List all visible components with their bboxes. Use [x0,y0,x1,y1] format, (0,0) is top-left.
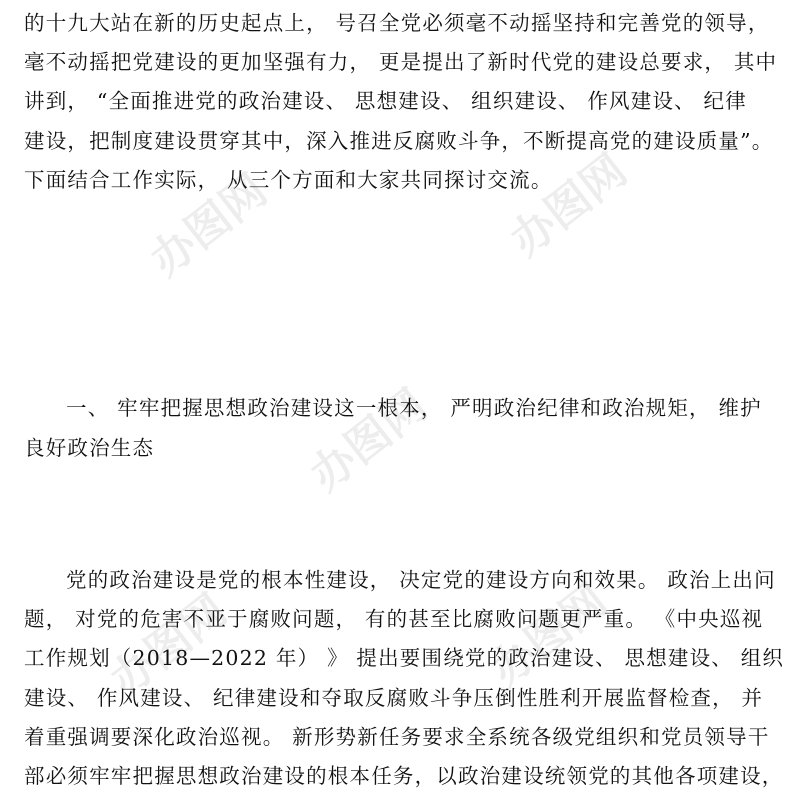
paragraph-1-line-5: 下面结合工作实际， 从三个方面和大家共同探讨交流。 [24,168,553,192]
paragraph-2-line-2: 题， 对党的危害不亚于腐败问题， 有的甚至比腐败问题更严重。 《中央巡视 [24,607,764,631]
paragraph-1-line-2: 毫不动摇把党建设的更加坚强有力， 更是提出了新时代党的建设总要求， 其中 [24,50,778,74]
watermark: 办图网 [301,379,437,502]
paragraph-2-line-1: 党的政治建设是党的根本性建设， 决定党的建设方向和效果。 政治上出问 [66,568,776,592]
paragraph-1-line-4: 建设，把制度建设贯穿其中，深入推进反腐败斗争，不断提高党的建设质量”。 [24,129,774,153]
section-heading-line-2: 良好政治生态 [24,436,155,460]
section-heading-line-1: 一、 牢牢把握思想政治建设这一根本， 严明政治纪律和政治规矩， 维护 [66,396,762,420]
paragraph-2-line-6: 部必须牢牢把握思想政治建设的根本任务，以政治建设统领党的其他各项建设， [24,764,784,788]
watermark: 办图网 [481,574,617,697]
paragraph-2-line-3: 工作规划（2018—2022 年） 》 提出要围绕党的政治建设、 思想建设、 组织 [24,646,785,670]
paragraph-1-line-3: 讲到， “全面推进党的政治建设、 思想建设、 组织建设、 作风建设、 纪律 [24,89,747,113]
paragraph-1-line-1: 的十九大站在新的历史起点上， 号召全党必须毫不动摇坚持和完善党的领导， [24,11,770,35]
watermark: 办图网 [501,144,637,267]
watermark: 办图网 [141,164,277,287]
paragraph-2-line-5: 着重强调要深化政治巡视。 新形势新任务要求全系统各级党组织和党员领导干 [24,725,770,749]
paragraph-2-line-4: 建设、 作风建设、 纪律建设和夺取反腐败斗争压倒性胜利开展监督检查， 并 [24,686,764,710]
watermark: 办图网 [101,584,237,707]
